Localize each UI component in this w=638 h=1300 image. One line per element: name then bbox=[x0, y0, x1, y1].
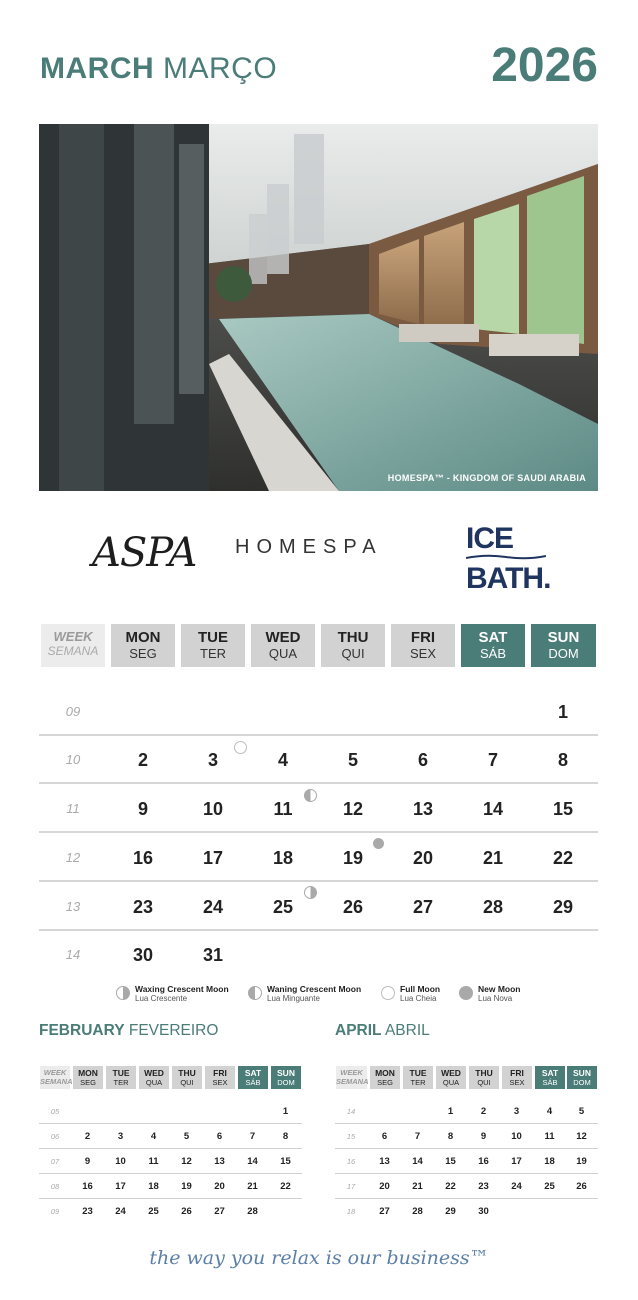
day-cell: 1 bbox=[447, 1106, 454, 1117]
day-label-en: WED bbox=[441, 1068, 461, 1078]
mini-week-row bbox=[335, 1124, 598, 1149]
day-label-en: TUE bbox=[409, 1068, 427, 1078]
day-cell: 20 bbox=[379, 1181, 390, 1192]
full-moon-icon bbox=[381, 986, 395, 1000]
day-label-pt: QUA bbox=[268, 646, 298, 661]
day-cell: 1 bbox=[557, 702, 568, 722]
day-cell: 26 bbox=[342, 897, 364, 917]
legend-label-pt: Lua Nova bbox=[478, 994, 513, 1003]
day-cell: 4 bbox=[150, 1131, 157, 1142]
week-number: 14 bbox=[65, 947, 81, 962]
mini-day-header bbox=[436, 1066, 466, 1089]
mini-day-header bbox=[567, 1066, 597, 1089]
day-cell: 18 bbox=[148, 1181, 159, 1192]
mini-title-en: FEBRUARY bbox=[39, 1022, 125, 1039]
day-cell: 25 bbox=[544, 1181, 555, 1192]
day-cell: 21 bbox=[412, 1181, 423, 1192]
mini-day-header bbox=[205, 1066, 235, 1089]
mini-day-header bbox=[370, 1066, 400, 1089]
day-cell bbox=[565, 1199, 598, 1224]
day-cell: 7 bbox=[414, 1131, 421, 1142]
year: 2026 bbox=[491, 39, 598, 92]
day-cell: 5 bbox=[578, 1106, 585, 1117]
day-cell: 19 bbox=[342, 848, 364, 868]
day-label-en: THU bbox=[178, 1068, 196, 1078]
day-cell: 8 bbox=[557, 750, 568, 770]
day-cell: 14 bbox=[247, 1156, 258, 1167]
day-cell: 27 bbox=[214, 1206, 225, 1217]
icebath-logo-ice: ICE bbox=[466, 522, 514, 555]
month-name-en: MARCH bbox=[40, 52, 155, 85]
day-label-en: FRI bbox=[510, 1068, 524, 1078]
day-label-pt: SEG bbox=[80, 1077, 96, 1087]
mini-week-row bbox=[39, 1199, 302, 1224]
day-cell bbox=[401, 1099, 434, 1124]
day-cell: 16 bbox=[82, 1181, 93, 1192]
week-column-header bbox=[41, 624, 105, 667]
day-label-pt: SEX bbox=[509, 1077, 525, 1087]
legend-label-pt: Lua Cheia bbox=[400, 994, 437, 1003]
calendar-week-row bbox=[39, 883, 598, 931]
day-cell: 11 bbox=[273, 799, 293, 819]
day-cell: 9 bbox=[137, 799, 148, 819]
day-cell: 16 bbox=[478, 1156, 489, 1167]
day-cell: 3 bbox=[117, 1131, 124, 1142]
day-label-en: FRI bbox=[213, 1068, 227, 1078]
day-cell: 15 bbox=[445, 1156, 456, 1167]
day-header-sun bbox=[531, 624, 596, 667]
day-header-fri bbox=[391, 624, 455, 667]
day-cell bbox=[528, 931, 598, 979]
homespa-logo: HOMESPA bbox=[235, 536, 383, 558]
week-label-pt: SEMANA bbox=[47, 644, 99, 658]
day-cell bbox=[318, 688, 388, 736]
day-cell: 24 bbox=[202, 897, 224, 917]
day-cell: 5 bbox=[183, 1131, 190, 1142]
day-label-pt: TER bbox=[410, 1077, 426, 1087]
day-cell bbox=[248, 688, 318, 736]
day-cell bbox=[248, 931, 318, 979]
footer-tagline: the way you relax is our business™ bbox=[149, 1247, 489, 1269]
day-cell bbox=[533, 1199, 566, 1224]
day-label-pt: DOM bbox=[277, 1077, 295, 1087]
day-header-tue bbox=[181, 624, 245, 667]
day-cell: 23 bbox=[82, 1206, 93, 1217]
week-label-en: WEEK bbox=[43, 1068, 67, 1077]
legend-label-en: Full Moon bbox=[400, 984, 441, 994]
day-cell: 31 bbox=[202, 945, 224, 965]
week-number: 14 bbox=[346, 1107, 356, 1116]
day-cell: 3 bbox=[513, 1106, 520, 1117]
waxing-crescent-icon bbox=[304, 886, 317, 899]
day-cell: 10 bbox=[115, 1156, 126, 1167]
day-cell bbox=[388, 688, 458, 736]
mini-day-header bbox=[502, 1066, 532, 1089]
week-label-en: WEEK bbox=[340, 1068, 363, 1077]
day-label-pt: QUA bbox=[442, 1077, 460, 1087]
day-cell: 8 bbox=[447, 1131, 454, 1142]
day-cell bbox=[318, 931, 388, 979]
day-cell: 6 bbox=[417, 750, 428, 770]
waning-crescent-icon bbox=[248, 986, 262, 1000]
mini-week-row bbox=[39, 1124, 302, 1149]
day-label-pt: DOM bbox=[548, 646, 579, 661]
day-cell: 6 bbox=[381, 1131, 388, 1142]
day-cell: 23 bbox=[132, 897, 154, 917]
day-cell bbox=[458, 688, 528, 736]
day-cell: 3 bbox=[207, 750, 218, 770]
day-cell: 29 bbox=[552, 897, 574, 917]
day-cell: 28 bbox=[412, 1206, 423, 1217]
week-number: 10 bbox=[65, 752, 81, 767]
legend-item-waning bbox=[248, 983, 378, 1007]
mini-week-row bbox=[39, 1099, 302, 1124]
mini-day-header bbox=[139, 1066, 169, 1089]
day-label-en: TUE bbox=[198, 629, 228, 646]
day-cell: 14 bbox=[412, 1156, 423, 1167]
waxing-crescent-icon bbox=[116, 986, 130, 1000]
week-label-pt: SEMANA bbox=[40, 1076, 73, 1086]
new-moon-icon bbox=[459, 986, 473, 1000]
day-label-pt: TER bbox=[113, 1077, 129, 1087]
day-cell: 1 bbox=[282, 1106, 289, 1117]
legend-label-pt: Lua Minguante bbox=[267, 994, 320, 1003]
day-label-en: MON bbox=[125, 629, 161, 646]
row-divider bbox=[39, 782, 598, 784]
day-label-en: WED bbox=[265, 629, 301, 646]
legend-label-pt: Lua Crescente bbox=[135, 994, 188, 1003]
day-cell: 13 bbox=[214, 1156, 225, 1167]
legend-item-waxing bbox=[116, 983, 246, 1007]
mini-calendar-title-feb bbox=[39, 1022, 218, 1040]
day-cell: 12 bbox=[181, 1156, 192, 1167]
week-label-en: WEEK bbox=[53, 629, 93, 644]
day-label-pt: SEX bbox=[212, 1077, 228, 1087]
day-cell bbox=[170, 1099, 203, 1124]
day-cell: 28 bbox=[482, 897, 504, 917]
day-cell: 14 bbox=[482, 799, 504, 819]
legend-item-full bbox=[381, 983, 456, 1007]
week-number: 05 bbox=[50, 1107, 60, 1116]
day-cell: 11 bbox=[148, 1156, 159, 1167]
day-cell: 25 bbox=[272, 897, 294, 917]
week-number: 15 bbox=[346, 1132, 356, 1141]
mini-day-header bbox=[535, 1066, 565, 1089]
day-cell: 4 bbox=[277, 750, 288, 770]
day-cell: 24 bbox=[511, 1181, 522, 1192]
day-cell: 2 bbox=[84, 1131, 91, 1142]
mini-week-header bbox=[336, 1066, 367, 1089]
day-cell bbox=[500, 1199, 533, 1224]
row-divider bbox=[39, 880, 598, 882]
day-cell bbox=[388, 931, 458, 979]
day-cell bbox=[458, 931, 528, 979]
day-label-en: MON bbox=[375, 1068, 395, 1078]
day-label-en: SAT bbox=[244, 1068, 262, 1078]
calendar-week-row bbox=[39, 688, 598, 736]
day-cell: 26 bbox=[181, 1206, 192, 1217]
day-cell: 12 bbox=[576, 1131, 587, 1142]
day-cell: 5 bbox=[347, 750, 358, 770]
day-label-en: SAT bbox=[541, 1068, 559, 1078]
week-number: 11 bbox=[66, 801, 80, 816]
day-cell: 12 bbox=[342, 799, 364, 819]
day-label-en: SUN bbox=[573, 1068, 591, 1078]
mini-day-header bbox=[106, 1066, 136, 1089]
day-cell: 9 bbox=[84, 1156, 91, 1167]
week-number: 09 bbox=[50, 1207, 60, 1216]
day-cell: 8 bbox=[282, 1131, 289, 1142]
day-cell: 9 bbox=[480, 1131, 487, 1142]
legend-label-en: New Moon bbox=[478, 984, 521, 994]
day-cell: 4 bbox=[546, 1106, 553, 1117]
day-label-pt: SÁB bbox=[542, 1077, 558, 1087]
week-number: 16 bbox=[346, 1157, 356, 1166]
day-cell: 10 bbox=[202, 799, 224, 819]
mini-week-row bbox=[335, 1099, 598, 1124]
mini-day-header bbox=[271, 1066, 301, 1089]
day-label-en: WED bbox=[144, 1068, 164, 1078]
calendar-week-row bbox=[39, 736, 598, 784]
month-name-pt: MARÇO bbox=[163, 52, 278, 85]
day-cell: 28 bbox=[247, 1206, 258, 1217]
day-cell: 20 bbox=[412, 848, 434, 868]
spa-photo bbox=[39, 124, 598, 491]
day-cell bbox=[108, 688, 178, 736]
aspa-logo: ASPA bbox=[92, 530, 197, 576]
mini-title-en: APRIL bbox=[335, 1022, 382, 1039]
mini-week-header bbox=[40, 1066, 73, 1089]
day-cell: 2 bbox=[480, 1106, 487, 1117]
day-cell: 10 bbox=[511, 1131, 522, 1142]
mini-calendar-title-apr bbox=[335, 1022, 430, 1040]
week-number: 13 bbox=[65, 899, 81, 914]
new-moon-icon bbox=[373, 838, 384, 849]
day-cell: 11 bbox=[544, 1131, 555, 1142]
day-label-pt: QUA bbox=[145, 1077, 163, 1087]
day-cell: 13 bbox=[412, 799, 434, 819]
day-label-en: TUE bbox=[112, 1068, 130, 1078]
day-cell: 19 bbox=[181, 1181, 192, 1192]
mini-day-header bbox=[403, 1066, 433, 1089]
day-cell: 21 bbox=[482, 848, 504, 868]
legend-label-en: Waning Crescent Moon bbox=[267, 984, 362, 994]
day-cell bbox=[178, 688, 248, 736]
calendar-week-row bbox=[39, 834, 598, 882]
day-cell: 29 bbox=[445, 1206, 456, 1217]
calendar-week-row bbox=[39, 931, 598, 979]
day-cell: 7 bbox=[249, 1131, 256, 1142]
day-cell: 22 bbox=[445, 1181, 456, 1192]
pool-illustration bbox=[39, 124, 598, 491]
icebath-logo bbox=[466, 522, 551, 595]
day-cell: 25 bbox=[148, 1206, 159, 1217]
calendar-week-row bbox=[39, 785, 598, 833]
day-cell bbox=[104, 1099, 137, 1124]
day-label-en: SUN bbox=[277, 1068, 295, 1078]
day-cell: 26 bbox=[576, 1181, 587, 1192]
day-label-pt: SÁB bbox=[245, 1077, 261, 1087]
day-cell: 17 bbox=[115, 1181, 126, 1192]
week-number: 08 bbox=[50, 1182, 60, 1191]
waning-crescent-icon bbox=[304, 789, 317, 802]
day-label-pt: SEX bbox=[409, 646, 436, 661]
day-header-mon bbox=[111, 624, 175, 667]
day-cell: 18 bbox=[272, 848, 294, 868]
day-cell: 15 bbox=[280, 1156, 291, 1167]
day-cell: 16 bbox=[132, 848, 154, 868]
mini-title-pt: FEVEREIRO bbox=[128, 1022, 219, 1039]
full-moon-icon bbox=[234, 741, 247, 754]
mini-week-row bbox=[335, 1199, 598, 1224]
day-cell bbox=[71, 1099, 104, 1124]
day-cell: 20 bbox=[214, 1181, 225, 1192]
mini-week-row bbox=[335, 1149, 598, 1174]
day-cell: 22 bbox=[280, 1181, 291, 1192]
week-number: 18 bbox=[346, 1207, 356, 1216]
legend-item-new bbox=[459, 983, 534, 1007]
day-cell: 24 bbox=[115, 1206, 126, 1217]
day-cell: 17 bbox=[202, 848, 224, 868]
mini-week-row bbox=[39, 1149, 302, 1174]
day-cell: 18 bbox=[544, 1156, 555, 1167]
day-label-pt: QUI bbox=[180, 1077, 194, 1087]
day-label-en: MON bbox=[78, 1068, 98, 1078]
row-divider bbox=[39, 831, 598, 833]
day-cell bbox=[236, 1099, 269, 1124]
day-cell: 13 bbox=[379, 1156, 390, 1167]
day-label-en: FRI bbox=[410, 629, 436, 646]
day-cell: 22 bbox=[552, 848, 574, 868]
day-label-pt: SÁB bbox=[479, 646, 506, 661]
day-label-pt: QUI bbox=[341, 646, 365, 661]
day-cell: 30 bbox=[478, 1206, 489, 1217]
week-number: 12 bbox=[65, 850, 81, 865]
mini-week-row bbox=[335, 1174, 598, 1199]
icebath-logo-bath: BATH. bbox=[466, 562, 551, 595]
mini-day-header bbox=[238, 1066, 268, 1089]
day-cell: 2 bbox=[137, 750, 148, 770]
photo-caption: HOMESPA™ - KINGDOM OF SAUDI ARABIA bbox=[387, 473, 586, 483]
week-number: 09 bbox=[65, 704, 81, 719]
day-label-pt: SEG bbox=[377, 1077, 393, 1087]
day-header-sat bbox=[461, 624, 525, 667]
mini-week-row bbox=[39, 1174, 302, 1199]
mini-day-header bbox=[73, 1066, 103, 1089]
day-cell bbox=[368, 1099, 401, 1124]
day-cell: 6 bbox=[216, 1131, 223, 1142]
mini-day-header bbox=[469, 1066, 499, 1089]
week-number: 06 bbox=[50, 1132, 60, 1141]
day-label-pt: TER bbox=[200, 646, 226, 661]
day-label-en: THU bbox=[475, 1068, 493, 1078]
day-label-en: THU bbox=[337, 629, 369, 646]
day-cell: 21 bbox=[247, 1181, 258, 1192]
day-label-en: SUN bbox=[547, 629, 580, 646]
day-cell: 7 bbox=[487, 750, 498, 770]
week-number: 17 bbox=[346, 1182, 356, 1191]
day-cell: 19 bbox=[576, 1156, 587, 1167]
day-cell: 23 bbox=[478, 1181, 489, 1192]
mini-day-header bbox=[172, 1066, 202, 1089]
day-label-pt: DOM bbox=[573, 1077, 591, 1087]
day-cell: 27 bbox=[412, 897, 434, 917]
day-cell: 27 bbox=[379, 1206, 390, 1217]
day-cell: 17 bbox=[511, 1156, 522, 1167]
mini-title-pt: ABRIL bbox=[384, 1022, 430, 1039]
day-cell bbox=[269, 1199, 302, 1224]
legend-label-en: Waxing Crescent Moon bbox=[135, 984, 229, 994]
day-label-pt: QUI bbox=[477, 1077, 491, 1087]
day-cell: 15 bbox=[552, 799, 574, 819]
day-cell bbox=[137, 1099, 170, 1124]
day-cell bbox=[203, 1099, 236, 1124]
day-label-en: SAT bbox=[478, 629, 508, 646]
day-header-wed bbox=[251, 624, 315, 667]
day-header-thu bbox=[321, 624, 385, 667]
week-label-pt: SEMANA bbox=[336, 1076, 369, 1086]
week-number: 07 bbox=[50, 1157, 60, 1166]
day-label-pt: SEG bbox=[129, 646, 157, 661]
month-title bbox=[40, 52, 277, 86]
day-cell: 30 bbox=[132, 945, 154, 965]
